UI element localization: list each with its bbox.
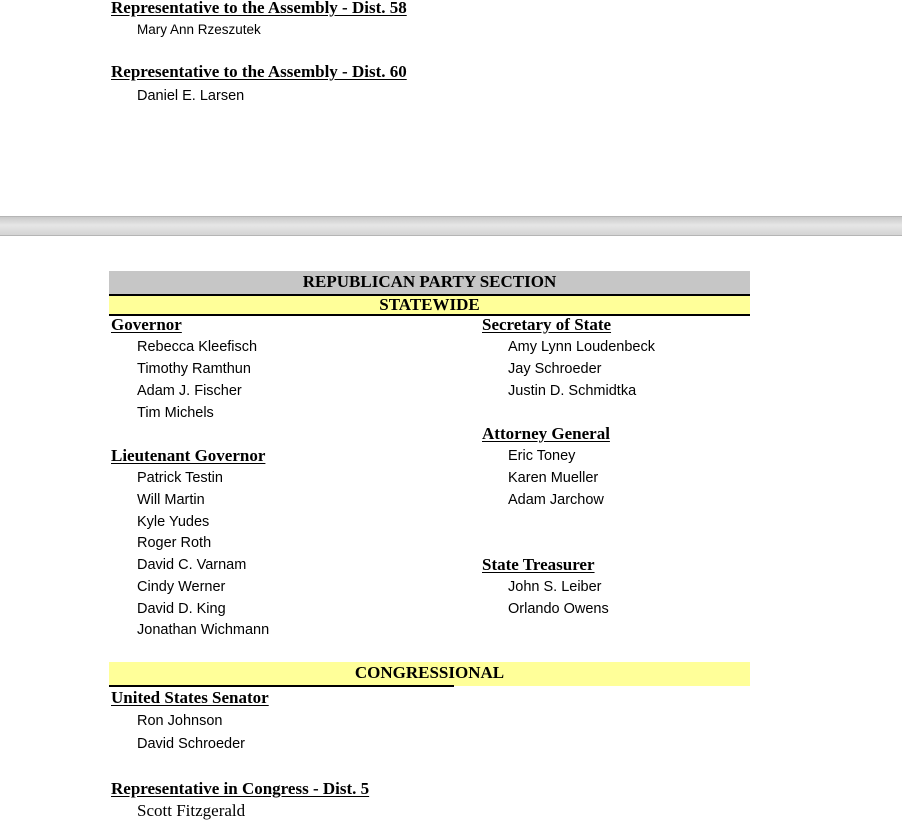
race-title-secretary-of-state: Secretary of State (482, 315, 612, 334)
page-separator (0, 216, 902, 236)
document-page-1 (0, 0, 902, 216)
section-title: REPUBLICAN PARTY SECTION (109, 271, 750, 294)
statewide-header: STATEWIDE (109, 294, 750, 316)
race-title-attorney-general: Attorney General (482, 424, 610, 443)
race-title-governor: Governor (111, 315, 182, 334)
congressional-header: CONGRESSIONAL (109, 662, 750, 686)
candidate-name: Tim Michels (137, 405, 214, 421)
candidate-name: Will Martin (137, 492, 205, 508)
candidate-name: Daniel E. Larsen (137, 88, 245, 104)
document-page-2 (0, 236, 902, 826)
race-title-lieutenant-governor: Lieutenant Governor (111, 446, 266, 465)
candidate-name: Rebecca Kleefisch (137, 339, 258, 355)
candidate-name: Roger Roth (137, 535, 212, 551)
candidate-name: Adam J. Fischer (137, 383, 242, 399)
race-title-assembly-60: Representative to the Assembly - Dist. 60 (111, 62, 407, 81)
candidate-name: Orlando Owens (508, 601, 609, 617)
header-rule (109, 685, 454, 687)
candidate-name: Scott Fitzgerald (137, 801, 246, 820)
candidate-name: Justin D. Schmidtka (508, 383, 637, 399)
race-title-state-treasurer: State Treasurer (482, 555, 595, 574)
candidate-name: Amy Lynn Loudenbeck (508, 339, 655, 355)
candidate-name: Adam Jarchow (508, 492, 604, 508)
candidate-name: Jonathan Wichmann (137, 622, 270, 638)
candidate-name: Mary Ann Rzeszutek (137, 22, 261, 37)
race-title-us-senator: United States Senator (111, 688, 269, 707)
candidate-name: Kyle Yudes (137, 514, 210, 530)
race-title-congress-dist-5: Representative in Congress - Dist. 5 (111, 779, 370, 798)
candidate-name: John S. Leiber (508, 579, 602, 595)
candidate-name: David Schroeder (137, 736, 245, 752)
candidate-name: Karen Mueller (508, 470, 599, 486)
candidate-name: Ron Johnson (137, 713, 223, 729)
candidate-name: David D. King (137, 601, 226, 617)
candidate-name: Patrick Testin (137, 470, 223, 486)
race-title-assembly-58: Representative to the Assembly - Dist. 58 (111, 0, 407, 17)
candidate-name: Jay Schroeder (508, 361, 602, 377)
candidate-name: Cindy Werner (137, 579, 226, 595)
candidate-name: Eric Toney (508, 448, 576, 464)
candidate-name: Timothy Ramthun (137, 361, 251, 377)
candidate-name: David C. Varnam (137, 557, 247, 573)
